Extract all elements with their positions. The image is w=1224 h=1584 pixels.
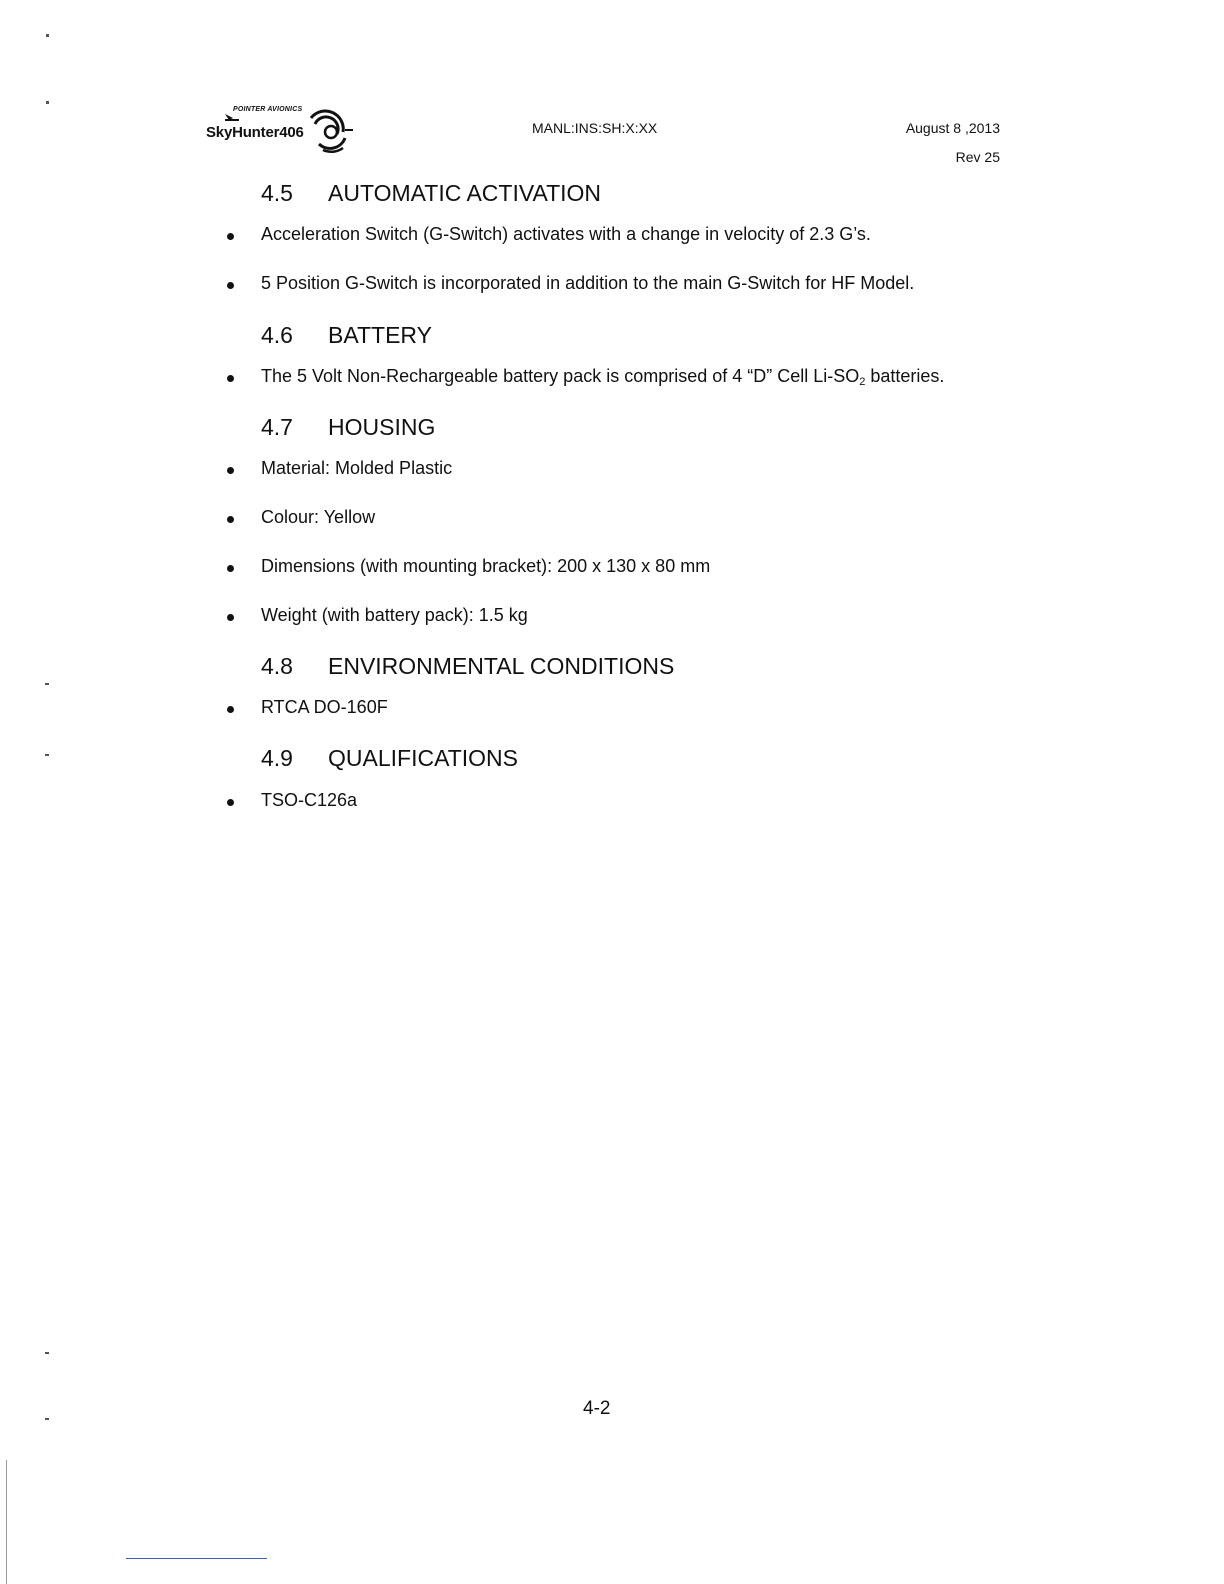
list-item-text: Colour: Yellow [261, 507, 376, 527]
section-title: HOUSING [328, 414, 436, 440]
section-heading-4-9 [261, 745, 518, 772]
scan-speck [45, 683, 49, 685]
section-title: AUTOMATIC ACTIVATION [328, 180, 602, 206]
section-number: 4.8 [261, 653, 293, 679]
list-item-text: The 5 Volt Non-Rechargeable battery pack is comprised of 4 “D” Cell $Li-SO_2$ batteries. [261, 366, 945, 388]
bullet-icon [227, 282, 234, 289]
section-number: 4.9 [261, 745, 293, 771]
bullet-icon [227, 375, 234, 382]
document-revision: Rev 25 [955, 149, 1000, 165]
list-item-text: Dimensions (with mounting bracket): 200 x 130 x 80 mm [261, 556, 711, 576]
section-number: 4.5 [261, 180, 293, 206]
company-logo [203, 104, 363, 160]
bullet-icon [227, 565, 234, 572]
scan-speck [46, 34, 49, 37]
scan-speck [45, 1418, 49, 1420]
document-id: MANL:INS:SH:X:XX [532, 120, 658, 136]
section-title: BATTERY [328, 322, 432, 348]
scan-edge-line [6, 1460, 7, 1584]
list-item-text: Material: Molded Plastic [261, 458, 453, 478]
logo-company-name: POINTER AVIONICS [233, 106, 303, 113]
section-number: 4.6 [261, 322, 293, 348]
section-heading-4-8 [261, 653, 674, 680]
scan-speck [46, 101, 49, 104]
list-item-text: 5 Position G-Switch is incorporated in addition to the main G-Switch for HF Model. [261, 273, 915, 293]
list-item-text: Acceleration Switch (G-Switch) activates with a change in velocity of 2.3 G’s. [261, 224, 871, 244]
section-heading-4-6 [261, 322, 432, 349]
section-heading-4-7 [261, 414, 435, 441]
list-item-text: RTCA DO-160F [261, 697, 388, 717]
bullet-icon [227, 233, 234, 240]
footer-rule [126, 1558, 267, 1559]
document-date: August 8 ,2013 [905, 120, 1000, 136]
bullet-icon [227, 516, 234, 523]
scan-speck [45, 1352, 49, 1354]
bullet-icon [227, 467, 234, 474]
logo-product-name: SkyHunter406 [206, 124, 304, 141]
section-title: ENVIRONMENTAL CONDITIONS [328, 653, 675, 679]
bullet-icon [227, 614, 234, 621]
list-item-text: TSO-C126a [261, 790, 358, 810]
section-heading-4-5 [261, 180, 601, 207]
bullet-icon [227, 706, 234, 713]
scan-speck [45, 754, 49, 756]
bullet-icon [227, 799, 234, 806]
section-title: QUALIFICATIONS [328, 745, 518, 771]
section-number: 4.7 [261, 414, 293, 440]
list-item-text: Weight (with battery pack): 1.5 kg [261, 605, 528, 625]
page-number: 4-2 [583, 1398, 611, 1419]
